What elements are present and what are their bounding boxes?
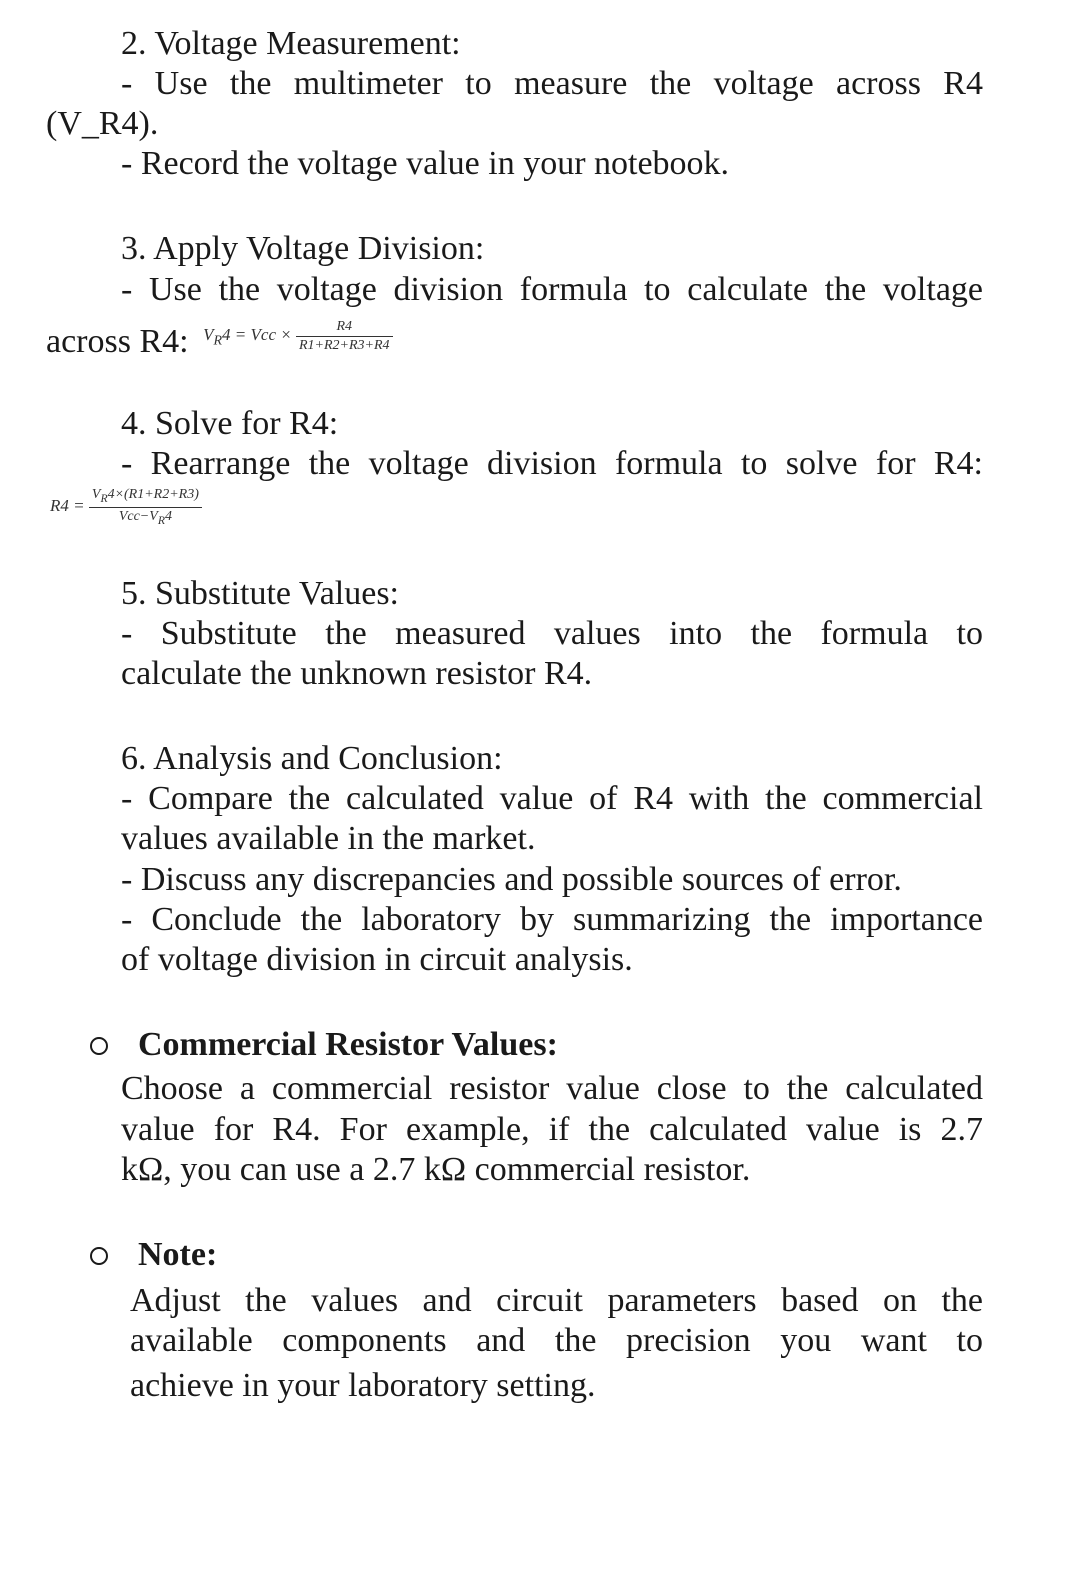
step6-line3-cont: of voltage division in circuit analysis. — [121, 941, 633, 978]
note-line3: achieve in your laboratory setting. — [130, 1367, 596, 1404]
r4-fraction — [89, 488, 202, 526]
formula-r4: R4 — [50, 496, 69, 515]
step6-line2: - Discuss any discrepancies and possible sources of error. — [121, 861, 902, 898]
step5-heading: 5. Substitute Values: — [121, 575, 399, 612]
formula-vcc: Vcc — [250, 325, 277, 344]
r4-denominator — [89, 508, 202, 526]
step6-heading: 6. Analysis and Conclusion: — [121, 740, 503, 777]
formula-v: V — [203, 325, 214, 344]
step5-line2: calculate the unknown resistor R4. — [121, 655, 593, 692]
den-left: Vcc−V — [118, 508, 158, 524]
num-v: V — [91, 487, 101, 503]
step3-line2 — [46, 318, 393, 373]
formula-denominator: R1+R2+R3+R4 — [299, 337, 390, 353]
r4-numerator — [89, 488, 202, 507]
step2-line1-cont: (V_R4). — [46, 105, 159, 142]
formula-eq: = — [73, 496, 85, 515]
step6-line3: - Conclude the laboratory by summarizing the importance — [121, 901, 983, 938]
num-rest: 4×(R1+R2+R3) — [107, 487, 199, 503]
step2-heading: 2. Voltage Measurement: — [121, 25, 461, 62]
num-v-sub: R — [100, 491, 108, 505]
commercial-line2: value for R4. For example, if the calculated value is 2.7 — [121, 1111, 983, 1148]
formula-eq: = — [234, 325, 247, 344]
formula-times: × — [280, 325, 292, 344]
voltage-division-formula — [203, 318, 392, 353]
step3-heading: 3. Apply Voltage Division: — [121, 230, 485, 267]
commercial-heading: Commercial Resistor Values: — [138, 1026, 558, 1063]
step4-heading: 4. Solve for R4: — [121, 405, 339, 442]
step4-line1: - Rearrange the voltage division formula to solve for R4: — [121, 445, 983, 482]
den-sub: R — [157, 513, 165, 527]
circle-bullet-icon — [90, 1247, 108, 1265]
den-num: 4 — [164, 508, 172, 524]
note-line2: available components and the precision you want to — [130, 1322, 983, 1359]
formula-numerator: R4 — [296, 320, 393, 337]
note-heading: Note: — [138, 1236, 218, 1273]
step3-line2-prefix: across R4: — [46, 323, 189, 360]
step6-line1-cont: values available in the market. — [121, 820, 536, 857]
circle-bullet-icon — [90, 1037, 108, 1055]
formula-fraction — [296, 320, 393, 353]
commercial-line3: kΩ, you can use a 2.7 kΩ commercial resistor. — [121, 1151, 751, 1188]
step2-line2: - Record the voltage value in your notebook. — [121, 145, 730, 182]
step2-line1: - Use the multimeter to measure the voltage across R4 — [121, 65, 983, 102]
step5-line1: - Substitute the measured values into the formula to — [121, 615, 983, 652]
r4-solve-formula — [50, 486, 202, 526]
step3-line1: - Use the voltage division formula to calculate the voltage — [121, 271, 983, 308]
formula-v-num: 4 — [222, 325, 231, 344]
commercial-line1: Choose a commercial resistor value close to the calculated — [121, 1070, 983, 1107]
note-line1: Adjust the values and circuit parameters based on the — [130, 1282, 983, 1319]
formula-v-sub: R — [213, 333, 223, 349]
step6-line1: - Compare the calculated value of R4 with the commercial — [121, 780, 983, 817]
